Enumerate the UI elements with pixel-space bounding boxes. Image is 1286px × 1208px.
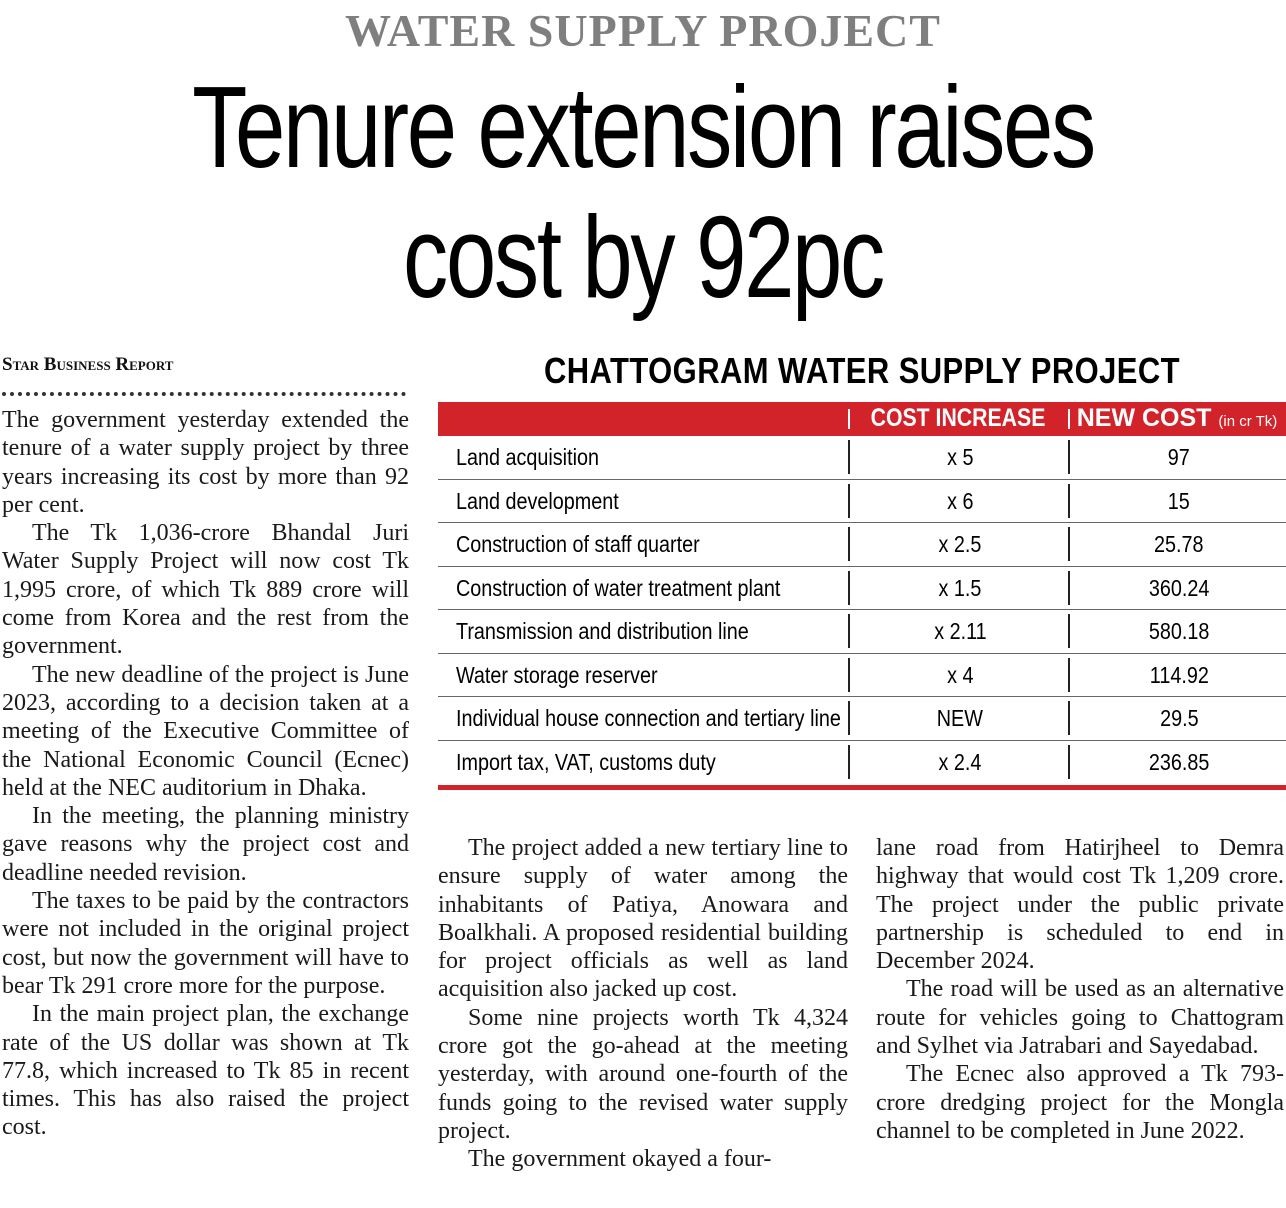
row-item: Transmission and distribution line — [456, 618, 749, 644]
paragraph: lane road from Hatirjheel to Demra highway that would cost Tk 1,209 crore. The project under the public private partnership is scheduled to end in December 2024. — [876, 835, 1284, 975]
row-increase: NEW — [848, 701, 1070, 735]
paragraph: In the meeting, the planning ministry gave reasons why the project cost and deadline needed revision. — [2, 803, 409, 886]
row-item: Land development — [456, 487, 619, 514]
row-item: Construction of water treatment plant — [456, 574, 781, 601]
headline — [141, 62, 1144, 322]
article-column-3 — [876, 834, 1284, 1145]
row-new-cost: 29.5 — [1068, 701, 1286, 735]
table-row — [438, 697, 1286, 741]
paragraph: In the main project plan, the exchange rate of the US dollar was shown at Tk 77.8, which increased to Tk 85 in recent times. This has also raised the project cost. — [2, 1001, 409, 1141]
table-row — [438, 741, 1286, 784]
table-header — [438, 402, 1286, 436]
row-item: Individual house connection and tertiary line — [456, 705, 841, 731]
paragraph: The taxes to be paid by the contractors were not included in the original project cost, but now the government will have to bear Tk 291 crore more for the purpose. — [2, 888, 409, 999]
row-new-cost: 25.78 — [1068, 527, 1286, 561]
row-item: Land acquisition — [456, 444, 599, 470]
row-item: Water storage reserver — [456, 661, 658, 688]
table-row — [438, 480, 1286, 524]
header-new-cost — [1068, 404, 1286, 433]
row-increase: x 2.11 — [848, 614, 1070, 648]
paragraph: The new deadline of the project is June 2023, according to a decision taken at a meeting of the Executive Committee of the National Economic Council (Ecnec) held at the NEC auditorium in Dhaka. — [2, 661, 409, 801]
table-body — [438, 436, 1286, 783]
paragraph: Some nine projects worth Tk 4,324 crore got the go-ahead at the meeting yesterday, with around one-fourth of the funds going to the revised water supply project. — [438, 1004, 848, 1144]
header-cost-increase: COST INCREASE — [870, 404, 1046, 432]
table-row — [438, 567, 1286, 611]
paragraph: The road will be used as an alternative route for vehicles going to Chattogram and Sylhet via Jatrabari and Sayedabad. — [876, 976, 1284, 1060]
paragraph: The government yesterday extended the tenure of a water supply project by three years increasing its cost by more than 92 per cent. — [2, 407, 409, 518]
row-item: Construction of staff quarter — [456, 531, 700, 557]
table-row — [438, 523, 1286, 567]
header-new-cost-label: NEW COST — [1076, 404, 1212, 432]
article-column-1 — [2, 406, 409, 1142]
row-increase: x 5 — [848, 440, 1070, 474]
row-increase: x 1.5 — [848, 571, 1070, 605]
byline-divider — [2, 392, 406, 396]
byline: Star Business Report — [2, 354, 174, 375]
row-increase: x 2.5 — [848, 527, 1070, 561]
row-new-cost: 580.18 — [1068, 614, 1286, 648]
row-new-cost: 236.85 — [1068, 745, 1286, 779]
headline-line-2: cost by 92pc — [403, 192, 883, 322]
table-row — [438, 610, 1286, 654]
paragraph: The project added a new tertiary line to ensure supply of water among the inhabitants of Patiya, Anowara and Boalkhali. A proposed residential building for project officials as well as land acquisition also jacked up cost. — [438, 835, 848, 1003]
paragraph: The Ecnec also approved a Tk 793-crore dredging project for the Mongla channel to be completed in June 2022. — [876, 1061, 1284, 1144]
header-new-cost-unit: (in cr Tk) — [1218, 413, 1278, 430]
headline-line-1: Tenure extension raises — [192, 62, 1094, 192]
row-new-cost: 360.24 — [1068, 571, 1286, 605]
article-column-2 — [438, 834, 848, 1174]
row-increase: x 6 — [848, 484, 1070, 518]
table-title: CHATTOGRAM WATER SUPPLY PROJECT — [543, 350, 1181, 391]
table-footer-rule — [438, 785, 1286, 790]
kicker: WATER SUPPLY PROJECT — [345, 5, 941, 56]
cost-table — [438, 402, 1286, 783]
header-separator — [848, 409, 850, 429]
row-new-cost: 15 — [1068, 484, 1286, 518]
row-increase: x 4 — [848, 658, 1070, 692]
row-item: Import tax, VAT, customs duty — [456, 748, 716, 775]
row-new-cost: 97 — [1068, 440, 1286, 474]
row-increase: x 2.4 — [848, 745, 1070, 779]
paragraph: The Tk 1,036-crore Bhandal Juri Water Supply Project will now cost Tk 1,995 crore, of which Tk 889 crore will come from Korea and the rest from the government. — [2, 520, 409, 660]
row-new-cost: 114.92 — [1068, 658, 1286, 692]
table-row — [438, 654, 1286, 698]
paragraph: The government okayed a four- — [468, 1146, 772, 1173]
table-row — [438, 436, 1286, 480]
